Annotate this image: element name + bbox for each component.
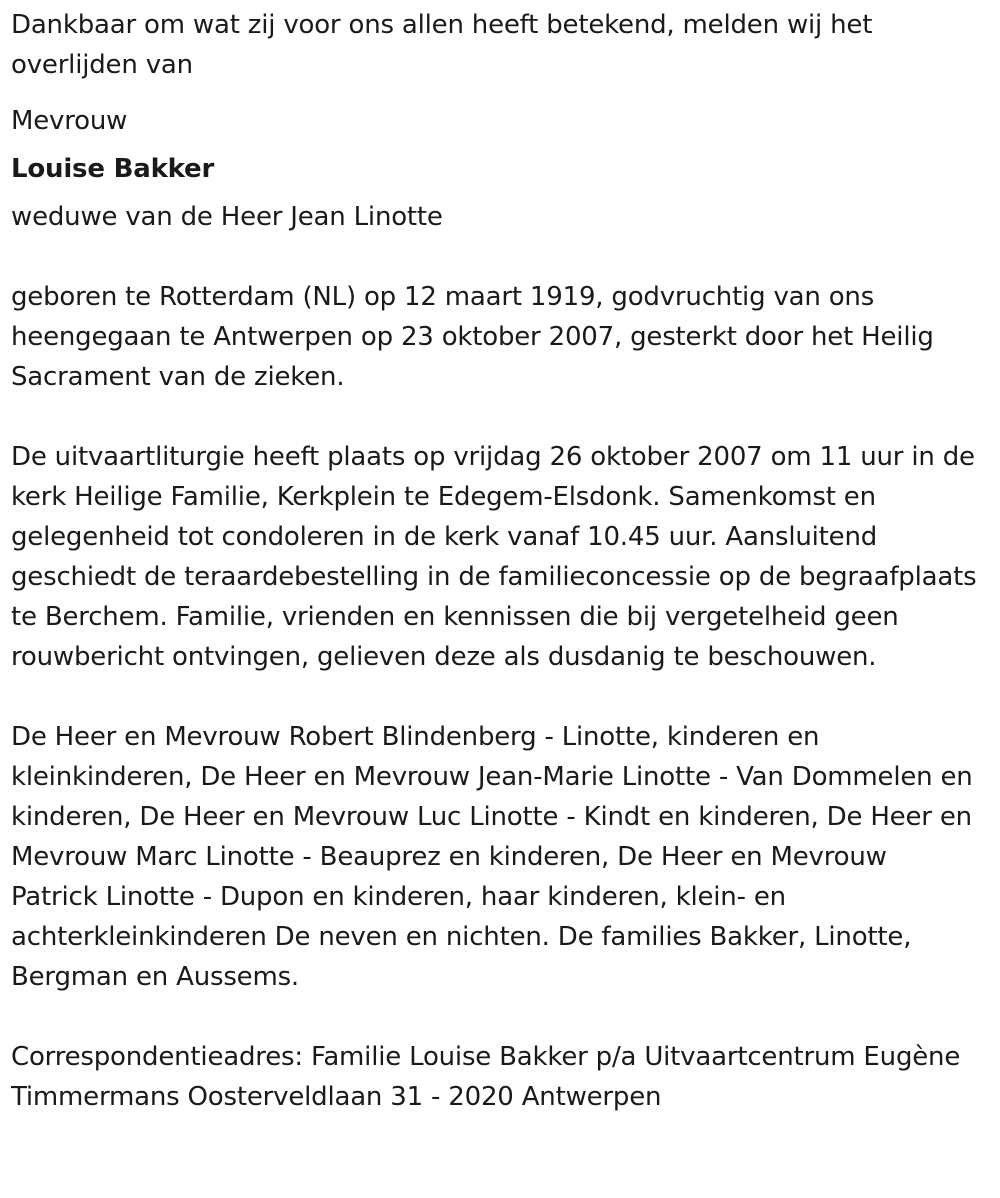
correspondence-text: Correspondentieadres: Familie Louise Bakker p/a Uitvaartcentrum Eugène Timmermans Oosterveldlaan 31 - 2020 Antwerpen — [11, 1042, 961, 1112]
spacer — [11, 997, 981, 1037]
birth-death-text: geboren te Rotterdam (NL) op 12 maart 1919, godvruchtig van ons heengegaan te Antwerpen op 23 oktober 2007, gesterkt door het Heilig Sacrament van de zieken. — [11, 282, 934, 392]
widow-of: weduwe van de Heer Jean Linotte — [11, 202, 443, 232]
spacer — [11, 397, 981, 437]
spacer — [11, 677, 981, 717]
death-notice — [11, 5, 981, 1117]
deceased-name: Louise Bakker — [11, 154, 215, 184]
spacer — [11, 237, 981, 277]
family-text: De Heer en Mevrouw Robert Blindenberg - Linotte, kinderen en kleinkinderen, De Heer en Mevrouw Jean-Marie Linotte - Van Dommelen en kinderen, De Heer en Mevrouw Luc Linotte - Kindt en kinderen, De Heer en Mevrouw Marc Linotte - Beauprez en kinderen, De Heer en Mevrouw Patrick Linotte - Dupon en kinderen, haar kinderen, klein- en achterkleinkinderen De neven en nichten. De families Bakker, Linotte, Bergman en Aussems. — [11, 722, 973, 992]
funeral-text: De uitvaartliturgie heeft plaats op vrijdag 26 oktober 2007 om 11 uur in de kerk Heilige Familie, Kerkplein te Edegem-Elsdonk. Samenkomst en gelegenheid tot condoleren in de kerk vanaf 10.45 uur. Aansluitend geschiedt de teraardebestelling in de familieconcessie op de begraafplaats te Berchem. Familie, vrienden en kennissen die bij vergetelheid geen rouwbericht ontvingen, gelieven deze als dusdanig te beschouwen. — [11, 442, 977, 672]
salutation: Mevrouw — [11, 106, 128, 136]
intro-text: Dankbaar om wat zij voor ons allen heeft betekend, melden wij het overlijden van — [11, 10, 873, 80]
